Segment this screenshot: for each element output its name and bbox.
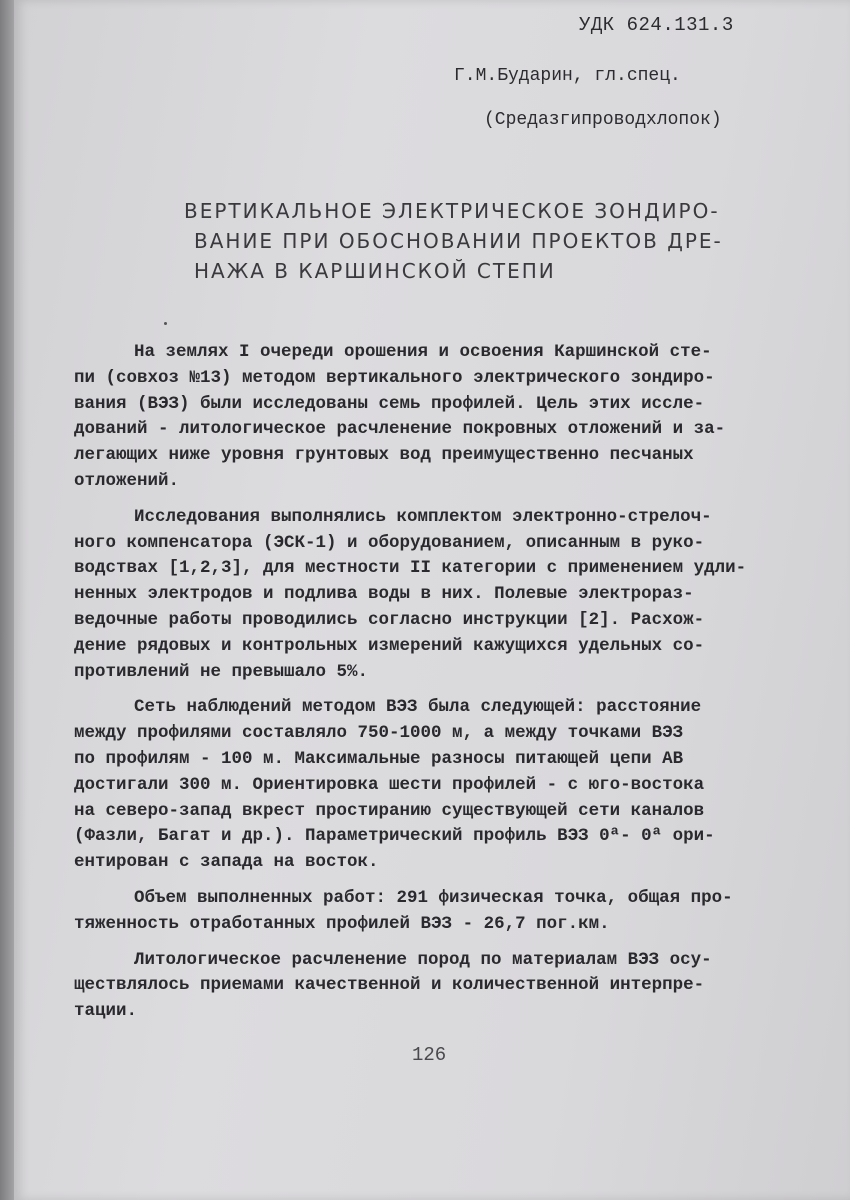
document-page <box>14 0 850 1200</box>
text-line: водствах [1,2,3], для местности II категории с применением удли- <box>74 558 747 579</box>
paragraph <box>74 505 834 686</box>
text-line: вания (ВЭЗ) были исследованы семь профилей. Цель этих иссле- <box>74 393 705 414</box>
text-line: ненных электродов и подлива воды в них. Полевые электрораз- <box>74 584 694 605</box>
text-line: ществлялось приемами качественной и количественной интерпре- <box>74 975 705 996</box>
text-line: тяженность отработанных профилей ВЭЗ - 26,7 пог.км. <box>74 913 610 934</box>
text-line: Объем выполненных работ: 291 физическая точка, общая про- <box>134 887 733 908</box>
paragraph <box>74 886 834 938</box>
text-line: ентирован с запада на восток. <box>74 852 379 873</box>
text-line: пи (совхоз №13) методом вертикального электрического зондиро- <box>74 367 715 388</box>
paragraph <box>74 695 834 876</box>
organization-line: (Средазгипроводхлопок) <box>484 110 722 130</box>
text-line: ного компенсатора (ЭСК-1) и оборудованием, описанным в руко- <box>74 532 705 553</box>
text-line: Литологическое расчленение пород по материалам ВЭЗ осу- <box>134 949 712 970</box>
text-line: ведочные работы проводились согласно инструкции [2]. Расхож- <box>74 609 705 630</box>
text-line: отложений. <box>74 470 180 491</box>
text-line: Сеть наблюдений методом ВЭЗ была следующей: расстояние <box>134 697 702 718</box>
title-line: ВАНИЕ ПРИ ОБОСНОВАНИИ ПРОЕКТОВ ДРЕ- <box>194 229 723 253</box>
text-line: между профилями составляло 750-1000 м, а между точками ВЭЗ <box>74 723 684 744</box>
text-line: по профилям - 100 м. Максимальные разносы питающей цепи АВ <box>74 748 684 769</box>
title-line: ВЕРТИКАЛЬНОЕ ЭЛЕКТРИЧЕСКОЕ ЗОНДИРО- <box>184 199 720 223</box>
text-line: (Фазли, Багат и др.). Параметрический профиль ВЭЗ 0ª- 0ª ори- <box>74 826 715 847</box>
title-line: НАЖА В КАРШИНСКОЙ СТЕПИ <box>194 259 556 283</box>
text-line: дований - литологическое расчленение покровных отложений и за- <box>74 419 726 440</box>
text-line: тации. <box>74 1001 138 1022</box>
paragraph <box>74 340 834 495</box>
paragraph <box>74 948 834 1025</box>
udk-code: УДК 624.131.3 <box>579 14 734 36</box>
text-line: На землях I очереди орошения и освоения Каршинской сте- <box>134 342 712 362</box>
author-line: Г.М.Бударин, гл.спец. <box>454 66 681 86</box>
text-line: противлений не превышало 5%. <box>74 661 369 682</box>
article-title <box>184 196 784 286</box>
text-line: легающих ниже уровня грунтовых вод преимущественно песчаных <box>74 445 694 466</box>
text-line: достигали 300 м. Ориентировка шести профилей - с юго-востока <box>74 774 705 795</box>
text-line: на северо-запад вкрест простиранию существующей сети каналов <box>74 800 705 821</box>
text-line: Исследования выполнялись комплектом электронно-стрелоч- <box>134 506 712 527</box>
article-body <box>74 340 834 1035</box>
page-number: 126 <box>412 1044 447 1066</box>
text-line: дение рядовых и контрольных измерений кажущихся удельных со- <box>74 635 705 656</box>
ink-speck <box>164 322 167 325</box>
book-binding <box>0 0 14 1200</box>
